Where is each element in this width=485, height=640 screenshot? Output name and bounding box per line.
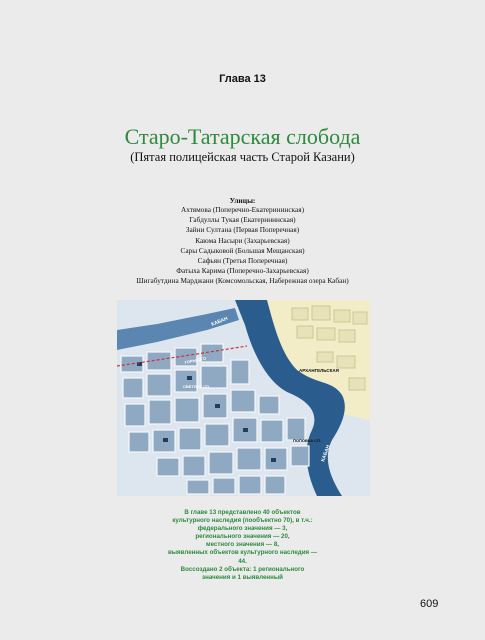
street-item: Ахтямова (Поперечно-Екатерининская)	[180, 205, 305, 214]
summary-line: значения и 1 выявленный	[202, 573, 283, 581]
chapter-label: Глава 13	[219, 73, 266, 85]
summary-line: культурного наследия (пообъектно 70), в т.ч.:	[172, 517, 313, 525]
map-label-kaban-top: КАБАН	[210, 315, 229, 328]
page-title: Старо-Татарская слобода	[124, 124, 361, 149]
page-subtitle: (Пятая полицейская часть Старой Казани)	[130, 150, 355, 164]
street-item: Сафьян (Третья Поперечная)	[197, 256, 288, 266]
summary-line: выявленных объектов культурного наследия —	[167, 549, 318, 557]
street-item: Фатыха Карима (Поперечно-Захарьевская)	[176, 266, 309, 276]
map-label-kaban-right: КАБАН	[320, 444, 332, 463]
map-label-svetlikh: СВЕТЛИХ СЛ.	[183, 384, 210, 389]
summary-line: федерального значения — 3,	[197, 525, 288, 533]
street-item: Сары Садыковой (Большая Мещанская)	[180, 245, 305, 255]
page-number: 609	[420, 598, 439, 610]
street-item: Зайни Султана (Первая Поперечная)	[185, 225, 300, 235]
district-map	[117, 300, 370, 496]
summary-text	[130, 509, 355, 582]
street-item: Габдуллы Тукая (Екатерининская)	[189, 215, 296, 225]
street-item: Шигабутдина Марджани (Комсомольская, Набережная озера Кабан)	[136, 276, 349, 286]
map-label-arkhangelskaya: АРХАНГЕЛЬСКАЯ	[299, 368, 339, 373]
summary-line: В главе 13 представлено 40 объектов	[184, 509, 301, 516]
streets-heading: Улицы:	[229, 196, 256, 205]
streets-list	[0, 205, 485, 287]
map-label-gorkogo: ГОРЬКОГО	[184, 355, 207, 365]
street-item: Каюма Насыри (Захарьевская)	[195, 235, 290, 245]
summary-line: местного значения — 8,	[206, 541, 279, 549]
summary-line: регионального значения — 20,	[195, 533, 290, 541]
summary-line: 44.	[238, 557, 247, 565]
summary-line: Воссоздано 2 объекта: 1 регионального	[180, 565, 305, 573]
map-label-popova: ПОПОВКА СЛ.	[293, 438, 322, 443]
